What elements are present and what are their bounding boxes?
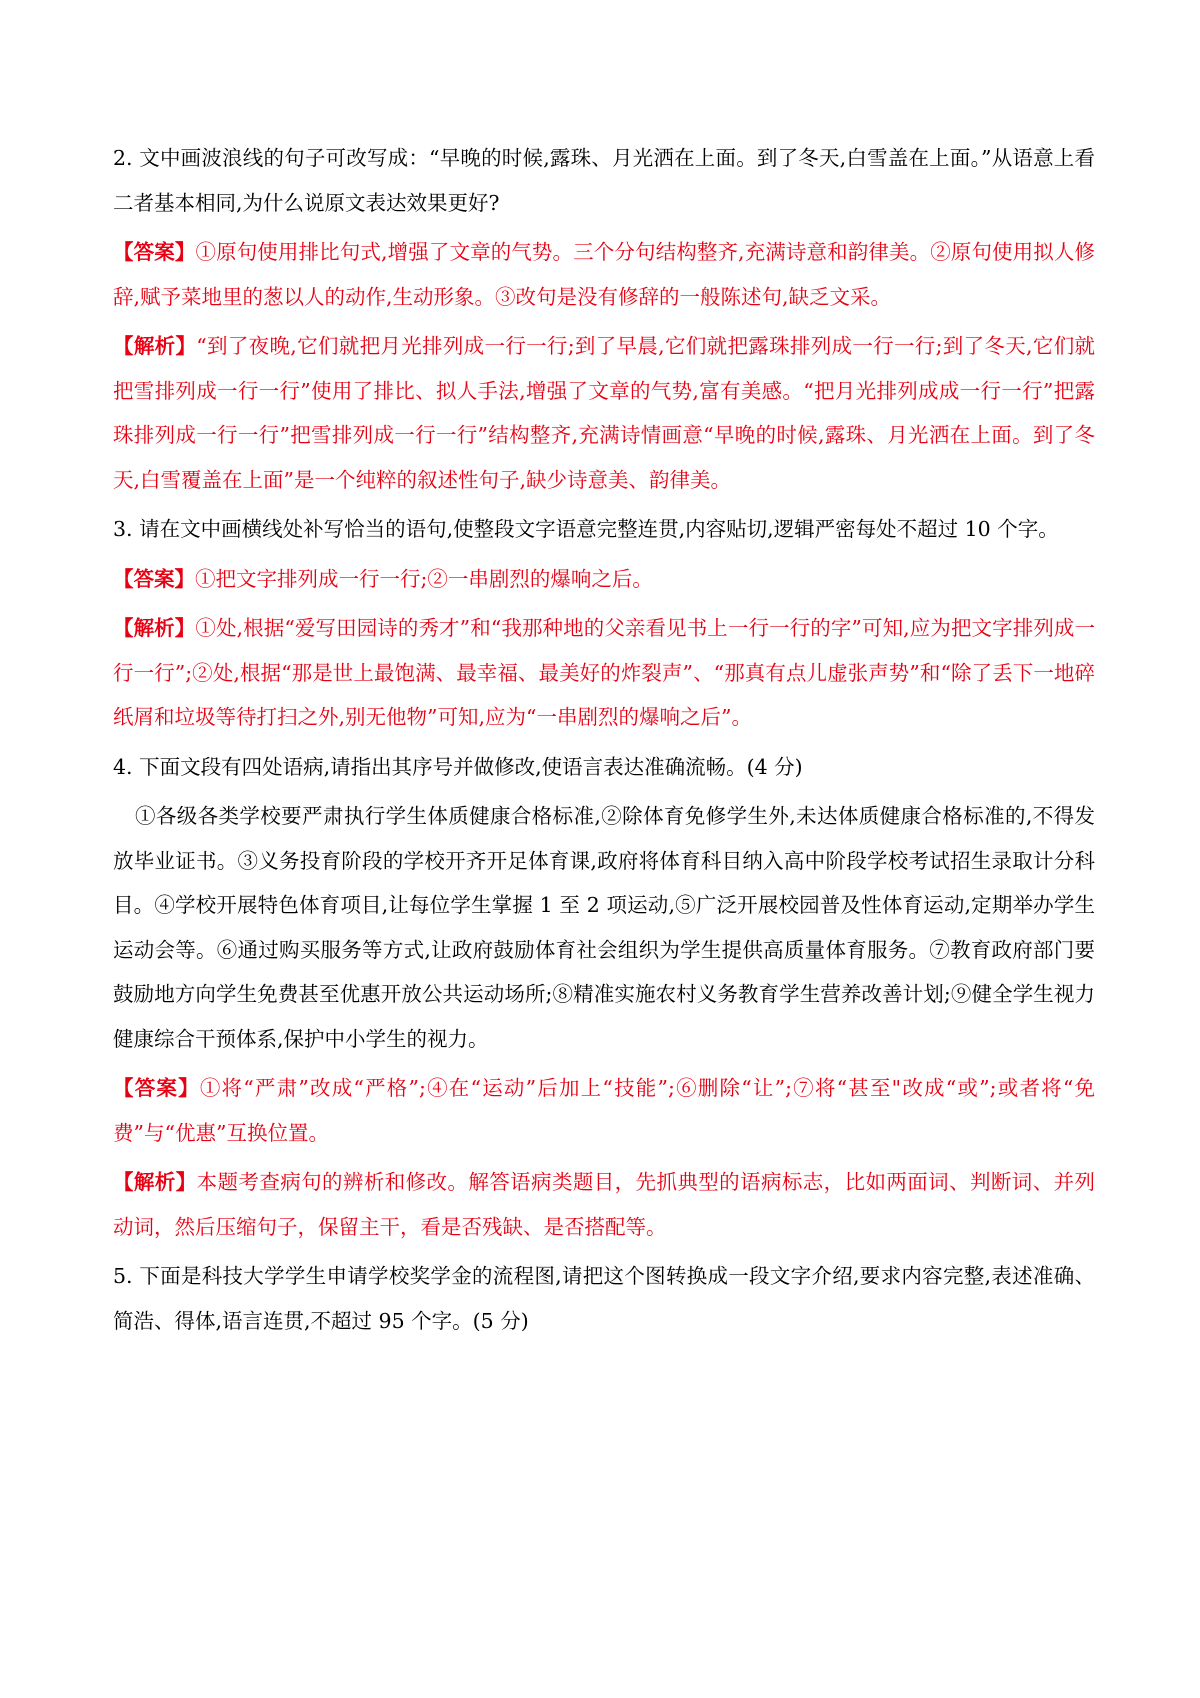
analysis-tag: 【解析】 — [113, 1170, 197, 1194]
document-page — [113, 136, 1095, 1348]
analysis-3 — [113, 606, 1095, 740]
answer-tag: 【答案】 — [113, 1076, 200, 1100]
question-2: 2. 文中画波浪线的句子可改写成：“早晚的时候,露珠、月光洒在上面。到了冬天,白雪盖在上面。”从语意上看二者基本相同,为什么说原文表达效果更好? — [113, 146, 1095, 215]
answer-4 — [113, 1066, 1095, 1155]
answer-text: ①原句使用排比句式,增强了文章的气势。三个分句结构整齐,充满诗意和韵律美。②原句使用拟人修辞,赋予菜地里的葱以人的动作,生动形象。③改句是没有修辞的一般陈述句,缺乏文采。 — [113, 240, 1096, 309]
question-4-passage: ①各级各类学校要严肃执行学生体质健康合格标准,②除体育免修学生外,未达体质健康合格标准的,不得发放毕业证书。③义务投育阶段的学校开齐开足体育课,政府将体育科目纳入高中阶段学校考试招生录取计分科目。④学校开展特色体育项目,让每位学生掌握 1 至 2 项运动,⑤广泛开展校园普及性体育运动,定期举办学生运动会等。⑥通过购买服务等方式,让政府鼓励体育社会组织为学生提供高质量体育服务。⑦教育政府部门要鼓励地方向学生免费甚至优惠开放公共运动场所;⑧精准实施农村义务教育学生营养改善计划;⑨健全学生视力健康综合干预体系,保护中小学生的视力。 — [113, 804, 1095, 1051]
analysis-2 — [113, 324, 1095, 502]
analysis-4 — [113, 1160, 1095, 1249]
answer-3 — [113, 557, 1095, 602]
answer-tag: 【答案】 — [113, 240, 196, 264]
question-4: 4. 下面文段有四处语病,请指出其序号并做修改,使语言表达准确流畅。(4 分) — [113, 754, 803, 779]
answer-2 — [113, 230, 1095, 319]
question-5: 5. 下面是科技大学学生申请学校奖学金的流程图,请把这个图转换成一段文字介绍,要求内容完整,表述准确、简浩、得体,语言连贯,不超过 95 个字。(5 分) — [113, 1264, 1095, 1333]
analysis-text: 本题考查病句的辨析和修改。解答语病类题目，先抓典型的语病标志，比如两面词、判断词、并列动词，然后压缩句子，保留主干，看是否残缺、是否搭配等。 — [113, 1170, 1095, 1239]
question-3: 3. 请在文中画横线处补写恰当的语句,使整段文字语意完整连贯,内容贴切,逻辑严密每处不超过 10 个字。 — [113, 517, 1059, 541]
analysis-tag: 【解析】 — [113, 334, 197, 358]
analysis-tag: 【解析】 — [113, 616, 196, 640]
analysis-text: ①处,根据“爱写田园诗的秀才”和“我那种地的父亲看见书上一行一行的字”可知,应为把文字排列成一行一行”;②处,根据“那是世上最饱满、最幸福、最美好的炸裂声”、“那真有点儿虚张声势”和“除了丢下一地碎纸屑和垃圾等待打扫之外,别无他物”可知,应为“一串剧烈的爆响之后”。 — [113, 616, 1096, 729]
answer-text: ①把文字排列成一行一行;②一串剧烈的爆响之后。 — [195, 566, 653, 591]
analysis-text: “到了夜晚,它们就把月光排列成一行一行;到了早晨,它们就把露珠排列成一行一行;到了冬天,它们就把雪排列成一行一行”使用了排比、拟人手法,增强了文章的气势,富有美感。“把月光排列成成一行一行”把露珠排列成一行一行”把雪排列成一行一行”结构整齐,充满诗情画意“早晚的时候,露珠、月光洒在上面。到了冬天,白雪覆盖在上面”是一个纯粹的叙述性句子,缺少诗意美、韵律美。 — [113, 334, 1096, 492]
answer-text: ①将“严肃”改成“严格”;④在“运动”后加上“技能”;⑥删除“让”;⑦将“甚至"改成“或”;或者将“免费”与“优惠”互换位置。 — [113, 1076, 1096, 1145]
answer-tag: 【答案】 — [113, 566, 195, 591]
